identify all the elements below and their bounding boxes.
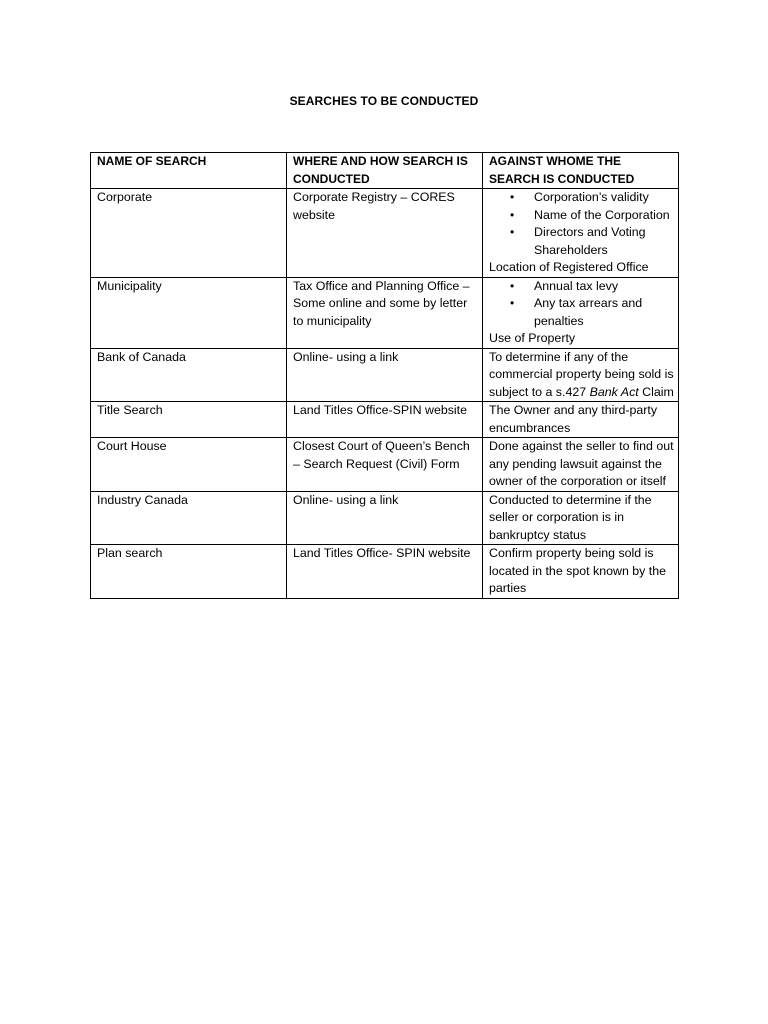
cell-search-name: Municipality [91,277,287,348]
cell-against: Confirm property being sold is located in the spot known by the parties [483,545,679,599]
cell-search-name: Plan search [91,545,287,599]
list-item: • Annual tax levy [489,278,674,296]
cell-where: Online- using a link [287,491,483,545]
cell-against: The Owner and any third-party encumbrances [483,402,679,438]
list-item: • Name of the Corporation [489,207,674,225]
table-row [91,189,679,278]
cell-search-name: Court House [91,438,287,492]
list-item: • Directors and Voting Shareholders [510,225,646,257]
cell-search-name: Title Search [91,402,287,438]
column-header-name: NAME OF SEARCH [91,153,287,189]
table-row [91,277,679,348]
cell-against: Done against the seller to find out any pending lawsuit against the owner of the corporation or itself [483,438,679,492]
bullet-icon: • [510,225,515,239]
cell-against [483,189,679,278]
bullet-icon: • [510,296,515,310]
column-header-against: AGAINST WHOME THE SEARCH IS CONDUCTED [483,153,679,189]
bullet-icon: • [510,278,515,293]
table-row [91,545,679,599]
searches-table [90,152,679,599]
table-header-row [91,153,679,189]
cell-where: Closest Court of Queen’s Bench – Search Request (Civil) Form [287,438,483,492]
cell-where: Online- using a link [287,348,483,402]
bullet-list [489,189,674,259]
cell-search-name: Corporate [91,189,287,278]
cell-where: Land Titles Office- SPIN website [287,545,483,599]
table-row [91,438,679,492]
page-title: SEARCHES TO BE CONDUCTED [289,94,479,108]
cell-search-name: Bank of Canada [91,348,287,402]
cell-note: Use of Property [489,331,576,345]
cell-against: To determine if any of the commercial property being sold is subject to a s.427 Bank Act Claim [483,348,679,402]
cell-where: Tax Office and Planning Office – Some online and some by letter to municipality [287,277,483,348]
cell-search-name: Industry Canada [91,491,287,545]
table-row [91,491,679,545]
bullet-icon: • [510,190,515,204]
italic-act-name: Bank Act [589,384,639,399]
cell-where: Land Titles Office-SPIN website [287,402,483,438]
cell-against: Conducted to determine if the seller or corporation is in bankruptcy status [483,491,679,545]
table-row [91,348,679,402]
table-row [91,402,679,438]
list-item: • Corporation’s validity [489,189,674,207]
cell-where: Corporate Registry – CORES website [287,189,483,278]
cell-against [483,277,679,348]
bullet-list [489,278,674,331]
cell-note: Location of Registered Office [489,260,649,274]
list-item: • Any tax arrears and penalties [510,296,643,328]
bullet-icon: • [510,207,515,222]
column-header-where: WHERE AND HOW SEARCH IS CONDUCTED [287,153,483,189]
